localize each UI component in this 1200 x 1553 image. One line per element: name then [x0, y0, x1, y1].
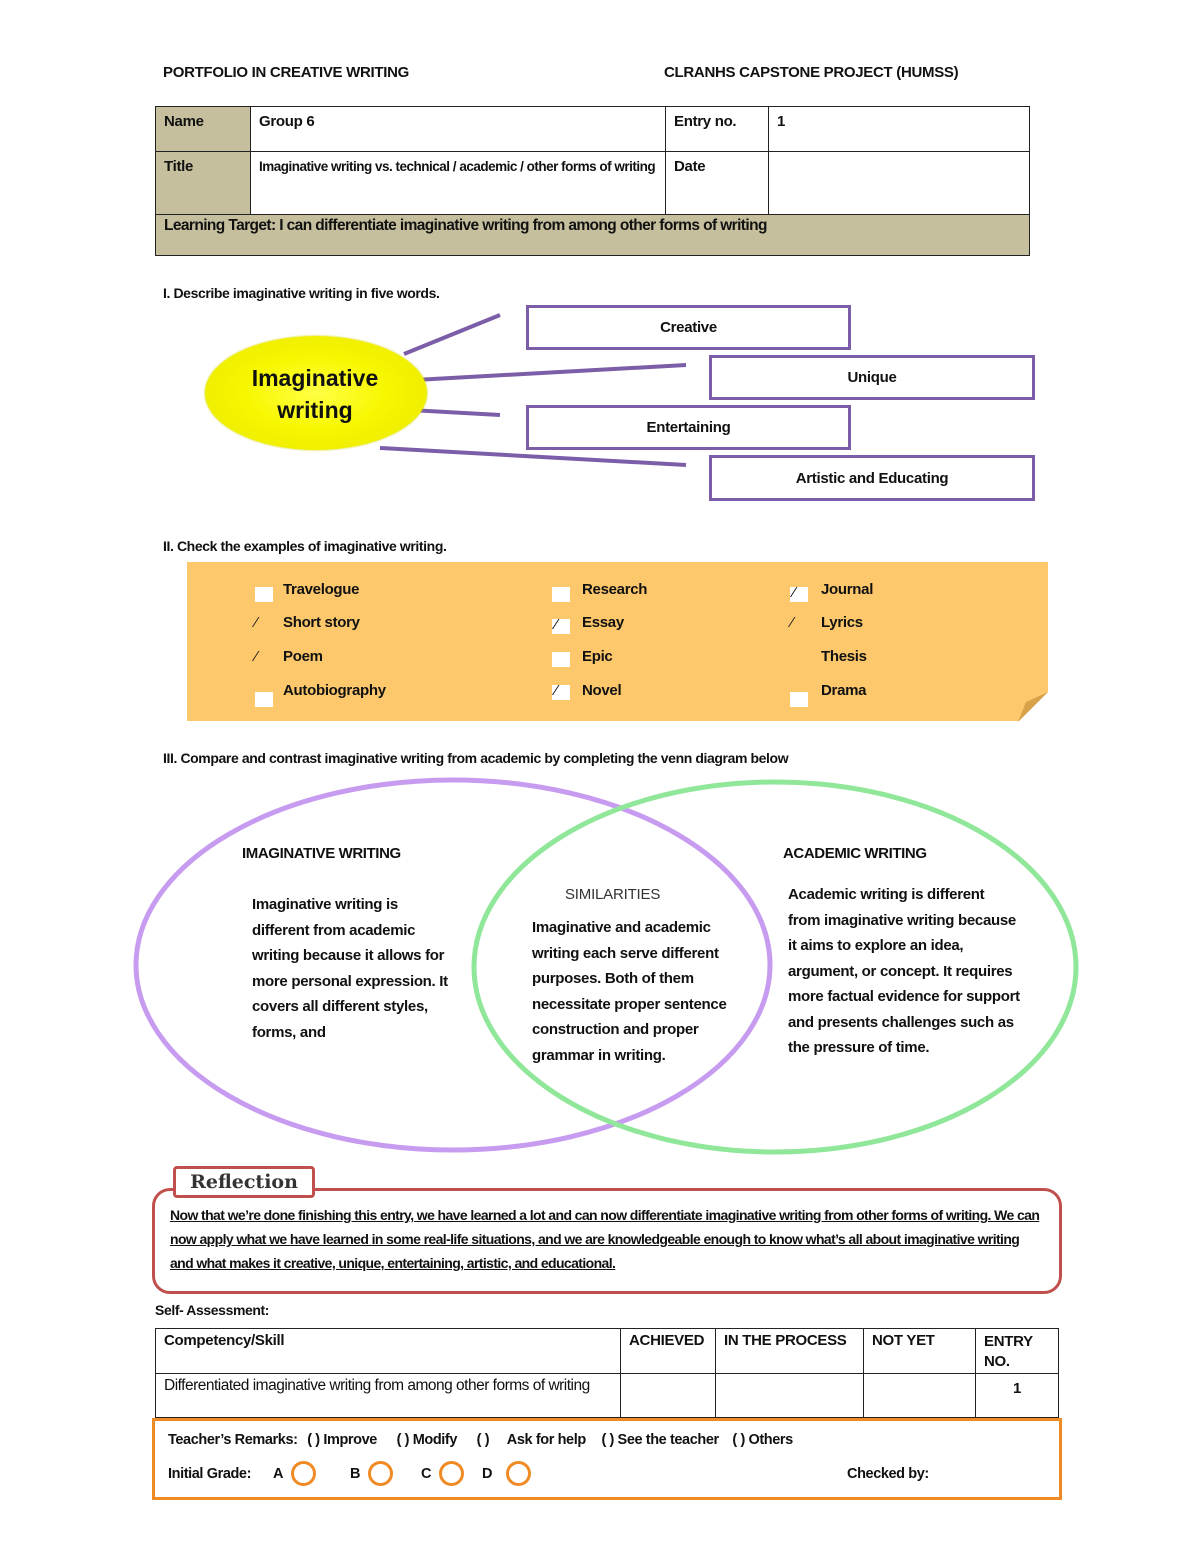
grade-b-circle[interactable] — [368, 1461, 393, 1486]
checkbox-autobiography[interactable] — [255, 692, 273, 707]
initial-grade-label: Initial Grade: — [168, 1466, 252, 1482]
section-3-title: III. Compare and contrast imaginative writing from academic by completing the venn diagram below — [163, 750, 789, 766]
venn-right-heading: ACADEMIC WRITING — [783, 845, 927, 862]
checkmark-short-story[interactable]: ⁄ — [255, 614, 258, 631]
checkbox-epic[interactable] — [552, 652, 570, 667]
self-assessment-title: Self- Assessment: — [155, 1302, 270, 1318]
title-label: Title — [155, 151, 251, 215]
option-research: Research — [582, 581, 648, 598]
checkbox-drama[interactable] — [790, 692, 808, 707]
header-in-process: IN THE PROCESS — [715, 1328, 864, 1374]
word-box-3: Entertaining — [526, 405, 851, 450]
connector-line-creative — [404, 315, 500, 354]
header-competency: Competency/Skill — [155, 1328, 621, 1374]
connector-line-artistic — [380, 448, 686, 465]
grade-c-circle[interactable] — [439, 1461, 464, 1486]
row-entry-no: 1 — [975, 1373, 1059, 1418]
remarks-box — [152, 1418, 1062, 1500]
checkbox-novel[interactable]: ⁄ — [552, 685, 570, 700]
option-blank[interactable]: ( ) — [476, 1432, 490, 1448]
row-not-yet[interactable] — [863, 1373, 976, 1418]
venn-left-text: Imaginative writing is different from academic writing because it allows for more personal expression. It covers all different styles, forms, and — [252, 896, 448, 1041]
section-1-title: I. Describe imaginative writing in five words. — [163, 285, 440, 301]
option-poem: Poem — [283, 648, 323, 665]
reflection-text: Now that we’re done finishing this entry, we have learned a lot and can now differentiate imaginative writing from other forms of writing. We can now apply what we have learned in some real-life situations, and we are knowledgeable enough to know what’s all about imaginative writing and what makes it creative, unique, entertaining, artistic, and educational. — [170, 1207, 1040, 1271]
checkbox-research[interactable] — [552, 587, 570, 602]
venn-middle-text: Imaginative and academic writing each serve different purposes. Both of them necessitate proper sentence construction and proper grammar in writing. — [532, 919, 727, 1064]
grade-c-label: C — [421, 1466, 432, 1482]
title-value: Imaginative writing vs. technical / academic / other forms of writing — [250, 151, 666, 215]
checkmark-poem[interactable]: ⁄ — [255, 648, 258, 665]
option-travelogue: Travelogue — [283, 581, 360, 598]
connector-line-unique — [415, 365, 686, 380]
grade-b-label: B — [350, 1466, 361, 1482]
project-title: CLRANHS CAPSTONE PROJECT (HUMSS) — [664, 64, 959, 81]
page-fold-icon — [1018, 692, 1050, 724]
option-others[interactable]: ( ) Others — [732, 1432, 793, 1448]
checkbox-travelogue[interactable] — [255, 587, 273, 602]
venn-left-heading: IMAGINATIVE WRITING — [242, 845, 401, 862]
row-in-process[interactable] — [715, 1373, 864, 1418]
portfolio-title: PORTFOLIO IN CREATIVE WRITING — [163, 64, 410, 81]
name-label: Name — [155, 106, 251, 152]
word-box-2: Unique — [709, 355, 1035, 400]
venn-middle-heading: SIMILARITIES — [565, 886, 661, 903]
option-short-story: Short story — [283, 614, 360, 631]
checked-by-label: Checked by: — [847, 1466, 929, 1482]
entry-label: Entry no. — [665, 106, 769, 152]
option-modify[interactable]: ( ) Modify — [396, 1432, 458, 1448]
checkmark-lyrics[interactable]: ⁄ — [791, 614, 794, 631]
option-drama: Drama — [821, 682, 867, 699]
option-improve[interactable]: ( ) Improve — [307, 1432, 377, 1448]
connector-line-entertaining — [410, 410, 500, 415]
section-2-title: II. Check the examples of imaginative writing. — [163, 538, 447, 554]
header-achieved: ACHIEVED — [620, 1328, 716, 1374]
word-box-4: Artistic and Educating — [709, 455, 1035, 501]
reflection-label: Reflection — [173, 1166, 315, 1198]
grade-a-circle[interactable] — [291, 1461, 316, 1486]
date-label: Date — [665, 151, 769, 215]
option-autobiography: Autobiography — [283, 682, 386, 699]
row-competency: Differentiated imaginative writing from among other forms of writing — [155, 1373, 621, 1418]
entry-value: 1 — [768, 106, 1030, 152]
header-not-yet: NOT YET — [863, 1328, 976, 1374]
grade-d-circle[interactable] — [506, 1461, 531, 1486]
option-novel: Novel — [582, 682, 622, 699]
name-value: Group 6 — [250, 106, 666, 152]
remarks-row — [168, 1432, 793, 1448]
option-see-teacher[interactable]: ( ) See the teacher — [601, 1432, 719, 1448]
learning-target: Learning Target: I can differentiate imaginative writing from among other forms of writing — [155, 214, 1030, 256]
option-thesis: Thesis — [821, 648, 867, 665]
checkbox-journal[interactable]: ⁄ — [790, 587, 808, 602]
checkbox-essay[interactable]: ⁄ — [552, 619, 570, 634]
remarks-label: Teacher’s Remarks: — [168, 1432, 298, 1448]
row-achieved[interactable] — [620, 1373, 716, 1418]
center-label: Imaginative writing — [251, 365, 379, 423]
option-lyrics: Lyrics — [821, 614, 863, 631]
grade-a-label: A — [273, 1466, 284, 1482]
venn-right-text: Academic writing is different from imaginative writing because it aims to explore an idea, argument, or concept. It requires more factual evidence for support and presents challenges such as the pressure of time. — [788, 886, 1020, 1056]
option-essay: Essay — [582, 614, 624, 631]
grade-d-label: D — [482, 1466, 493, 1482]
option-epic: Epic — [582, 648, 613, 665]
option-journal: Journal — [821, 581, 874, 598]
option-ask-help[interactable]: Ask for help — [506, 1432, 586, 1448]
word-box-1: Creative — [526, 305, 851, 350]
header-entry-no: ENTRY NO. — [975, 1328, 1059, 1374]
